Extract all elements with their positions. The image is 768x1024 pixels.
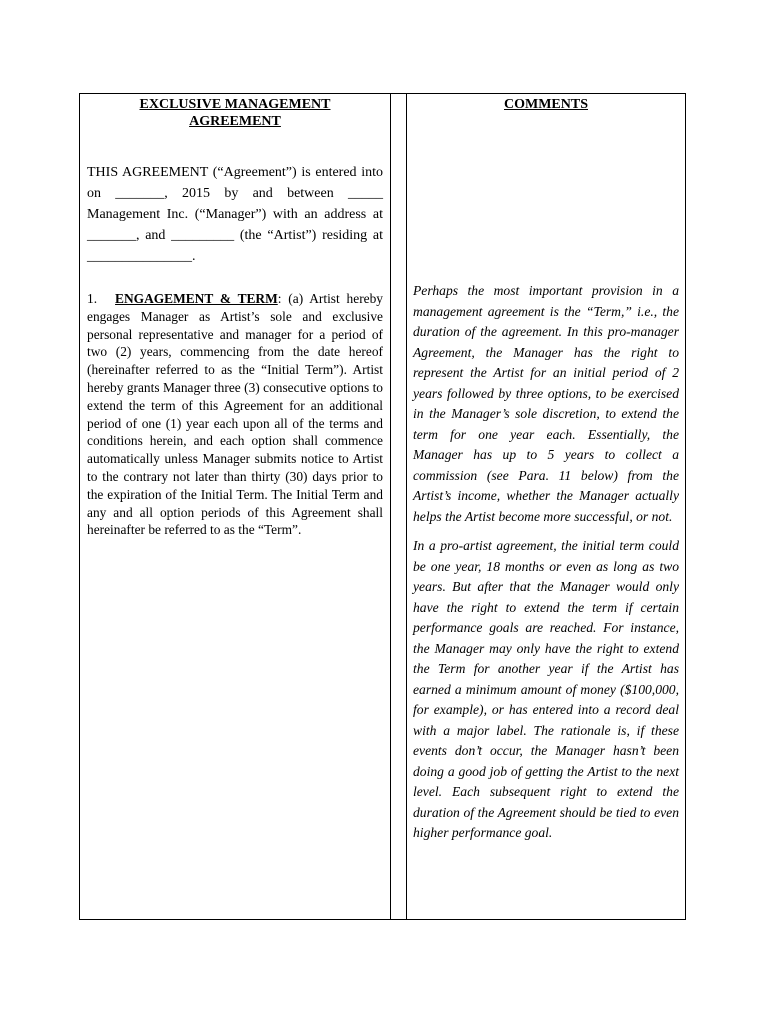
agreement-title-line2: AGREEMENT: [189, 114, 281, 129]
comments-heading: COMMENTS: [504, 97, 588, 112]
comments-title: [413, 96, 679, 113]
comment-paragraph-2: In a pro-artist agreement, the initial term could be one year, 18 months or even as long as two years. But after that the Manager would only have the right to extend the term if certain performance goals are reached. For instance, the Manager may only have the right to extend the Term for another year if the Artist has earned a minimum amount of money ($100,000, for example), or has entered into a record deal with a major label. The rationale is, if these events don’t occur, the Manager hasn’t been doing a good job of getting the Artist to the next level. Each subsequent right to extend the duration of the Agreement should be tied to even higher performance goal.: [413, 538, 679, 840]
comments-column: [413, 94, 679, 844]
agreement-title-line1: EXCLUSIVE MANAGEMENT: [139, 97, 331, 112]
section-engagement-term: [87, 290, 383, 539]
agreement-title: [87, 96, 383, 130]
section-title: ENGAGEMENT & TERM: [115, 291, 278, 306]
agreement-intro: THIS AGREEMENT (“Agreement”) is entered into on _______, 2015 by and between _____ Management Inc. (“Manager”) with an address at _______, and _________ (the “Artist”) residing at _______________.: [87, 165, 383, 264]
column-divider-left: [390, 94, 391, 919]
column-divider-right: [406, 94, 407, 919]
agreement-table: [79, 93, 686, 920]
comment-paragraph-1: Perhaps the most important provision in a management agreement is the “Term,” i.e., the duration of the agreement. In this pro-manager Agreement, the Manager has the right to represent the Artist for an initial period of 2 years followed by three options, to be exercised in the Manager’s sole discretion, to extend the term for one year each. Essentially, the Manager has up to 5 years to collect a commission (see Para. 11 below) from the Artist’s income, whether the Manager actually helps the Artist become more successful, or not.: [413, 283, 679, 524]
section-body: : (a) Artist hereby engages Manager as Artist’s sole and exclusive personal representative and manager for a period of two (2) years, commencing from the date hereof (hereinafter referred to as the “Initial Term”). Artist hereby grants Manager three (3) consecutive options to extend the term of this Agreement for an additional period of one (1) year each upon all of the terms and conditions herein, and each option shall commence automatically unless Manager submits notice to Artist to the contrary not later than thirty (30) days prior to the expiration of the Initial Term. The Initial Term and any and all option periods of this Agreement shall hereinafter be referred to as the “Term”.: [87, 291, 383, 538]
section-number: 1.: [87, 291, 98, 306]
agreement-column: [87, 94, 383, 539]
